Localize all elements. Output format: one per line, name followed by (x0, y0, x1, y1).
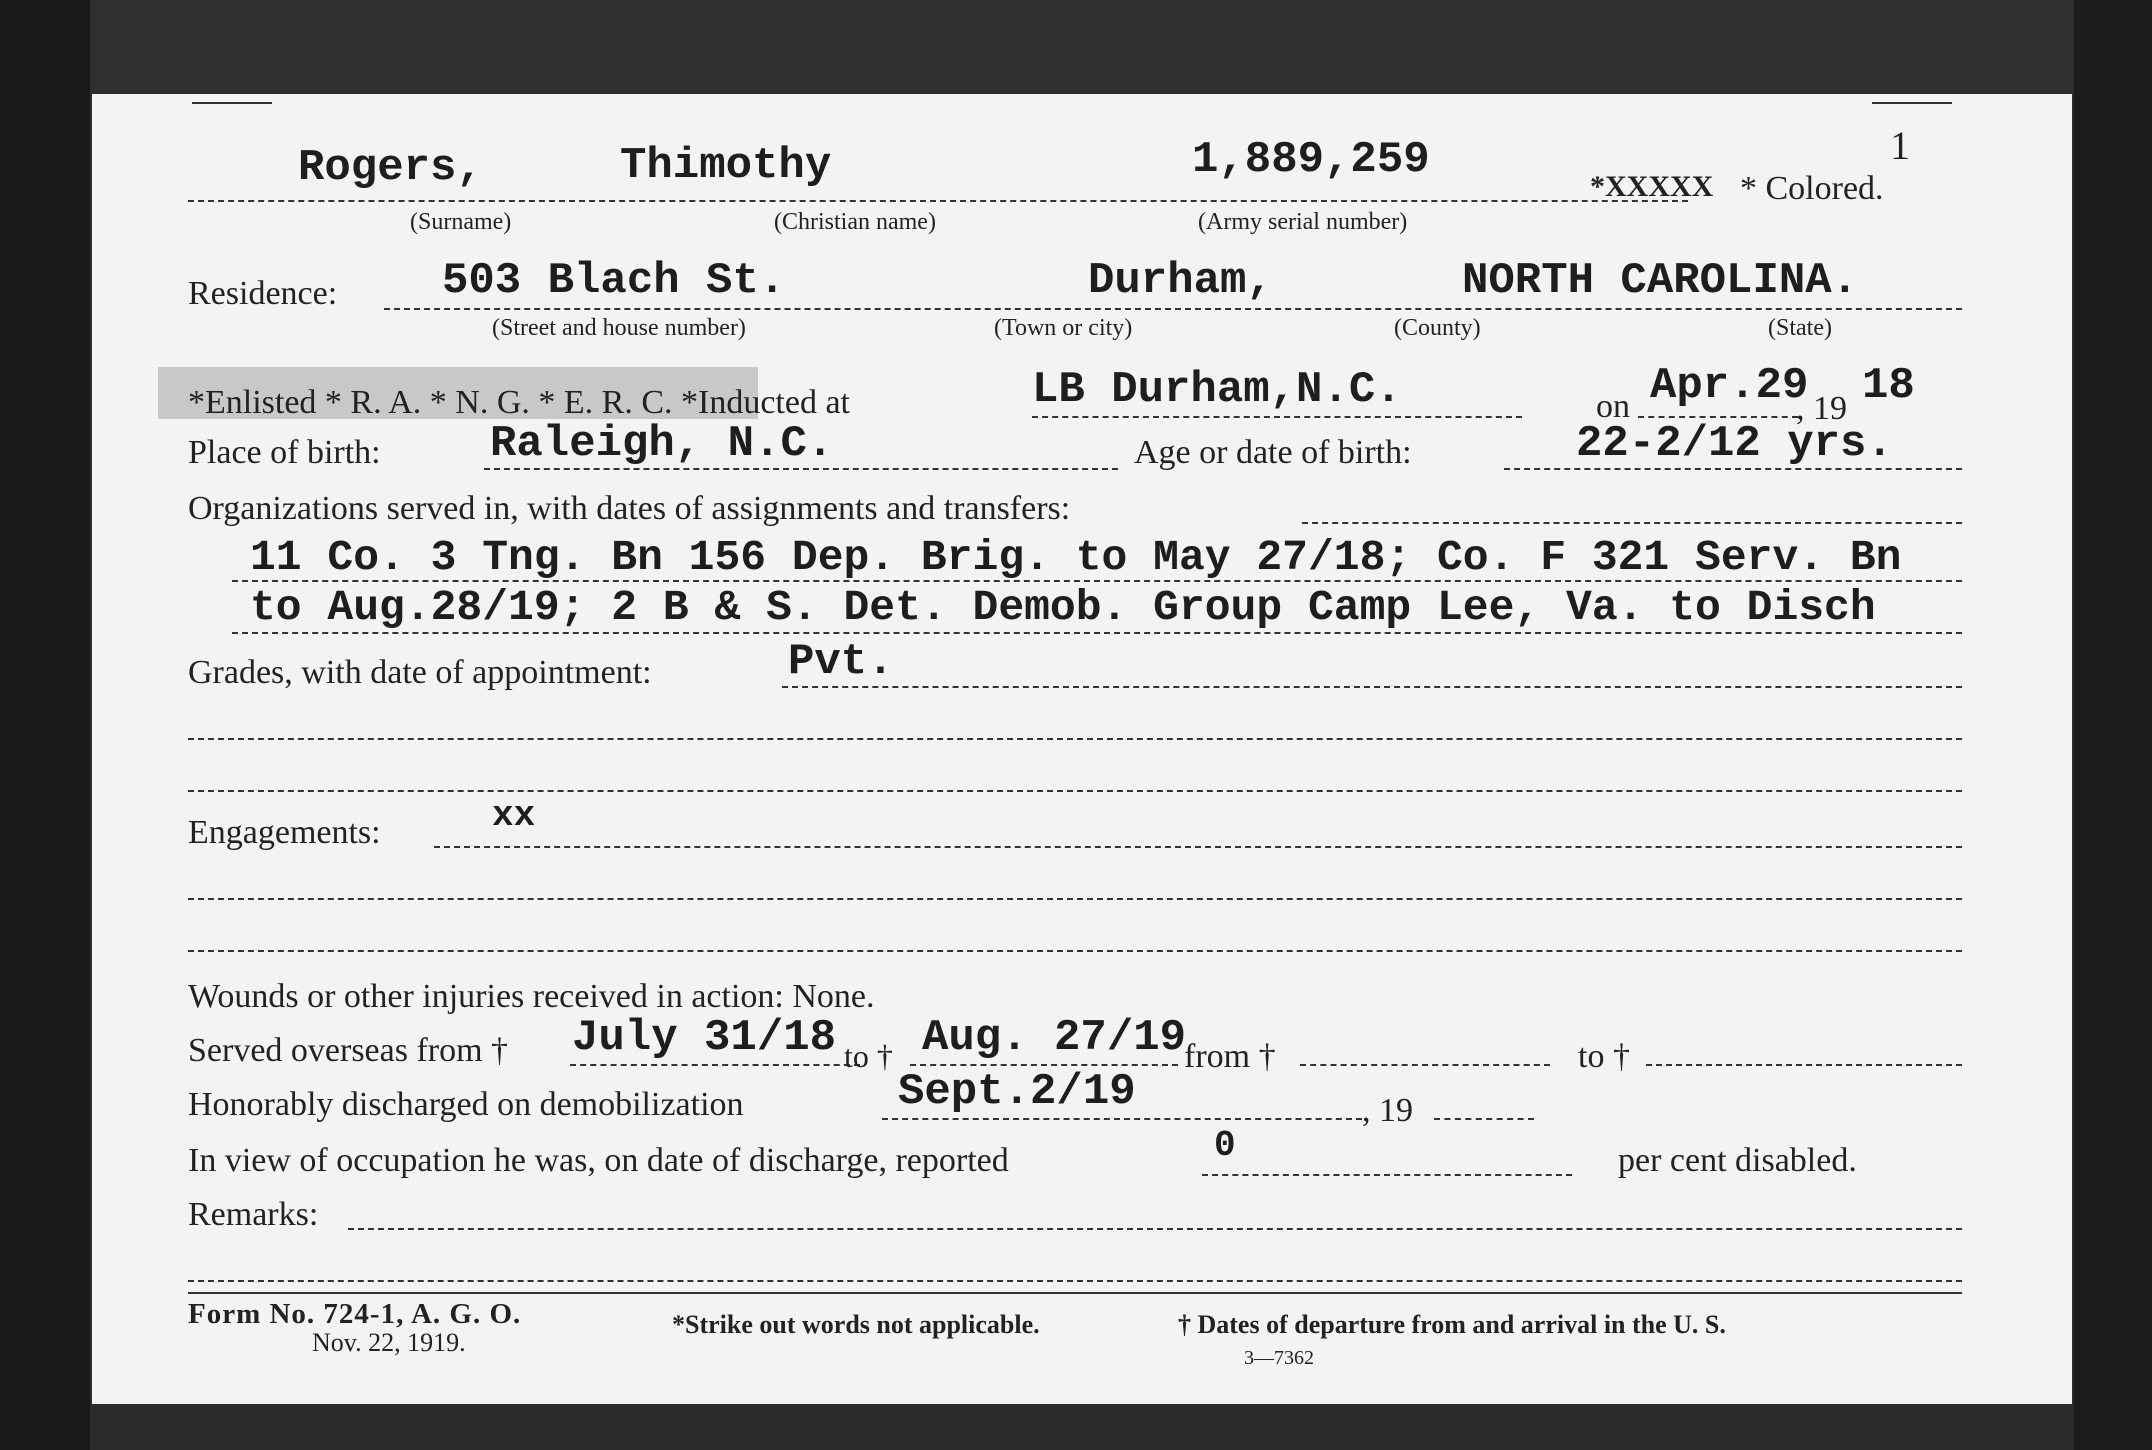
overseas-to2-label: to † (1578, 1038, 1630, 1075)
surname-caption: (Surname) (410, 209, 512, 235)
disability-label: In view of occupation he was, on date of discharge, reported (188, 1142, 1009, 1179)
organizations-rule-1 (232, 580, 1962, 582)
organizations-line-1: 11 Co. 3 Tng. Bn 156 Dep. Brig. to May 27/18; Co. F 321 Serv. Bn (250, 533, 1902, 582)
organizations-label: Organizations served in, with dates of assignments and transfers: (188, 490, 1071, 527)
christian-name-caption: (Christian name) (774, 209, 936, 235)
scan-background-right (2074, 0, 2152, 1450)
remarks-line-1 (348, 1228, 1962, 1230)
year-prefix: , 19 (1796, 390, 1847, 427)
form-number: Form No. 724-1, A. G. O. (188, 1298, 522, 1330)
engagements-label: Engagements: (188, 814, 381, 851)
scan-background-left (0, 0, 90, 1450)
state-caption: (State) (1768, 315, 1832, 341)
on-label: on (1596, 388, 1630, 425)
grades-line-3 (188, 790, 1962, 792)
dates-note: † Dates of departure from and arrival in the U. S. (1178, 1310, 1726, 1339)
overseas-from2-line (1300, 1064, 1550, 1066)
induction-date-value: Apr.29 (1650, 361, 1809, 411)
christian-name-value: Thimothy (620, 141, 832, 191)
form-date: Nov. 22, 1919. (312, 1328, 466, 1357)
disability-suffix: per cent disabled. (1618, 1142, 1857, 1179)
top-rule-right (1872, 102, 1952, 104)
residence-label: Residence: (188, 275, 338, 312)
town-value: Durham, (1088, 256, 1273, 306)
grades-value: Pvt. (788, 637, 894, 687)
organizations-label-line (1302, 522, 1962, 524)
header-line (188, 200, 1688, 202)
wounds-label: Wounds or other injuries received in action: None. (188, 978, 875, 1015)
overseas-to-label: to † (844, 1038, 893, 1074)
strike-note: *Strike out words not applicable. (672, 1310, 1040, 1339)
age-label: Age or date of birth: (1134, 434, 1412, 471)
print-code: 3—7362 (1244, 1347, 1314, 1369)
discharge-year-line (1434, 1118, 1534, 1120)
serial-number-caption: (Army serial number) (1198, 209, 1408, 235)
page-number: 1 (1890, 123, 1910, 168)
age-line (1504, 468, 1962, 470)
county-caption: (County) (1394, 315, 1481, 341)
street-value: 503 Blach St. (442, 256, 786, 306)
induction-year-value: 18 (1862, 361, 1915, 411)
engagements-value: xx (492, 795, 536, 836)
grades-line-1 (782, 686, 1962, 688)
remarks-line-2 (188, 1280, 1962, 1282)
place-of-birth-label: Place of birth: (188, 434, 381, 471)
discharge-year-label: , 19 (1362, 1092, 1413, 1129)
induction-date-line (1638, 416, 1798, 418)
overseas-to2-line (1646, 1064, 1962, 1066)
age-value: 22-2/12 yrs. (1576, 419, 1893, 469)
engagements-line-1 (434, 846, 1962, 848)
engagements-line-3 (188, 950, 1962, 952)
colored-label: * Colored. (1740, 170, 1884, 207)
organizations-line-2: to Aug.28/19; 2 B & S. Det. Demob. Group Camp Lee, Va. to Disch (250, 583, 1876, 632)
state-value: NORTH CAROLINA. (1462, 256, 1859, 306)
disability-value: 0 (1214, 1125, 1236, 1166)
service-record-card (92, 94, 2072, 1404)
residence-line (384, 308, 1962, 310)
serial-number-value: 1,889,259 (1192, 135, 1430, 185)
grades-line-2 (188, 738, 1962, 740)
footer-rule (188, 1292, 1962, 1294)
enlistment-label: *Enlisted * R. A. * N. G. * E. R. C. *Inducted at (188, 384, 851, 421)
overseas-to-value: Aug. 27/19 (922, 1013, 1187, 1063)
overseas-from-value: July 31/18 (572, 1013, 837, 1063)
place-of-birth-line (484, 468, 1118, 470)
top-rule-left (192, 102, 272, 104)
overseas-label: Served overseas from † (188, 1032, 509, 1069)
town-caption: (Town or city) (994, 315, 1133, 341)
discharge-date-line (882, 1118, 1362, 1120)
engagements-line-2 (188, 898, 1962, 900)
overseas-from-line (570, 1064, 860, 1066)
grades-label: Grades, with date of appointment: (188, 654, 652, 691)
overseas-from2-label: from † (1184, 1038, 1276, 1075)
street-caption: (Street and house number) (492, 315, 746, 341)
scan-background-top (0, 0, 2152, 92)
induction-place-value: LB Durham,N.C. (1032, 365, 1402, 415)
organizations-rule-2 (232, 632, 1962, 634)
remarks-label: Remarks: (188, 1196, 319, 1233)
place-of-birth-value: Raleigh, N.C. (490, 419, 834, 469)
surname-value: Rogers, (298, 143, 483, 193)
discharge-date-value: Sept.2/19 (898, 1067, 1136, 1117)
discharge-label: Honorably discharged on demobilization (188, 1086, 744, 1123)
overseas-to-line (910, 1064, 1178, 1066)
struck-word: *XXXXX (1590, 170, 1714, 203)
disability-line (1202, 1174, 1572, 1176)
induction-place-line (1032, 416, 1522, 418)
